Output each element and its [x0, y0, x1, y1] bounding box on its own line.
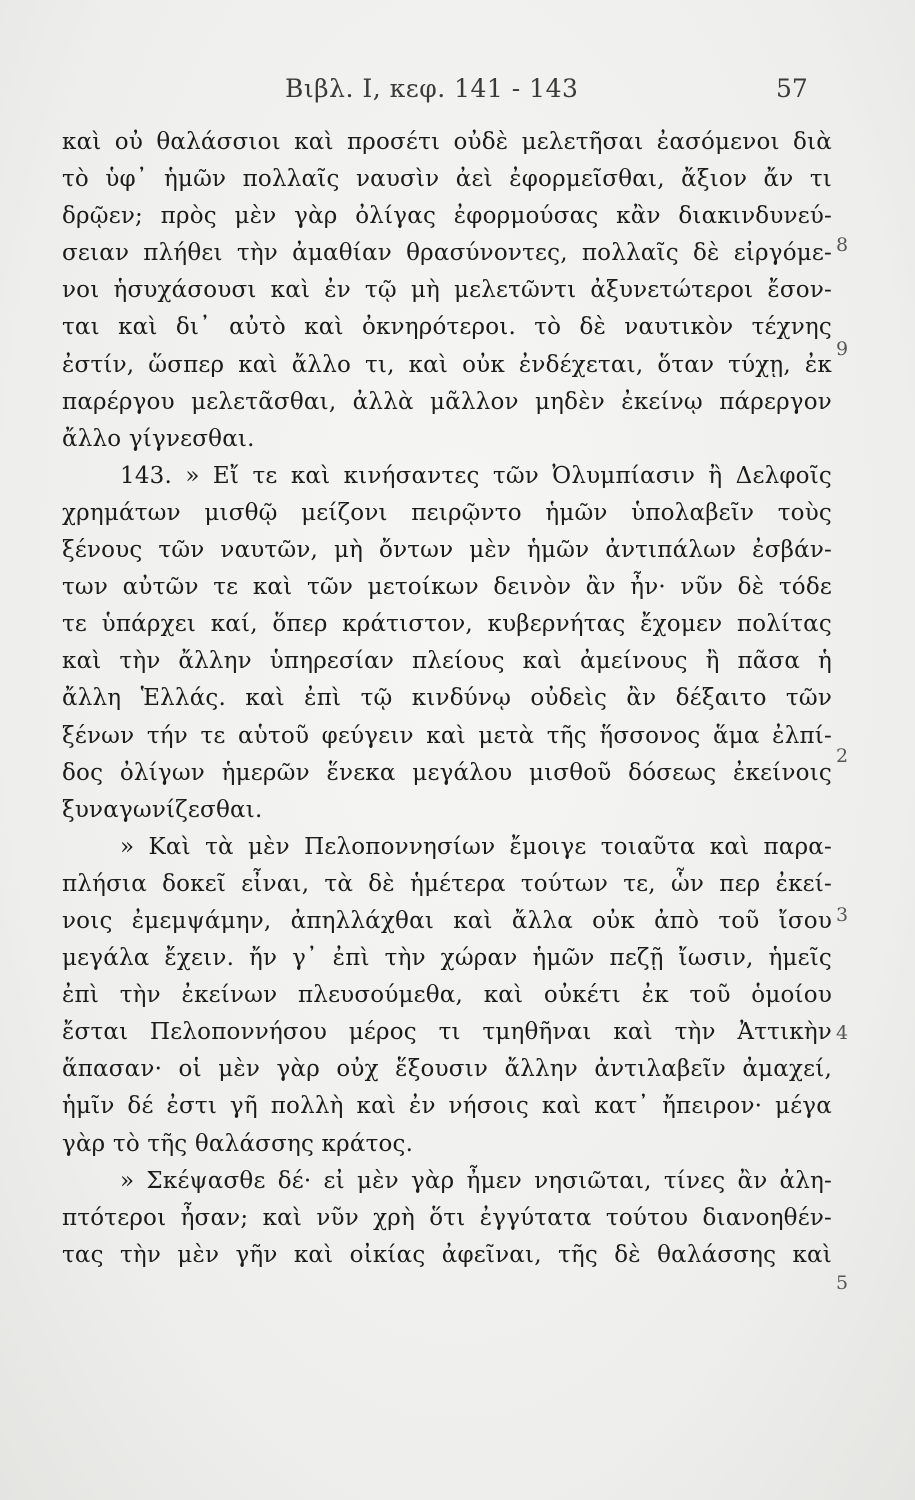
text-line: πλήσια δοκεῖ εἶναι, τὰ δὲ ἡμέτερα τούτων τε, ὧν περ ἐκεί- — [62, 870, 832, 897]
text-line: ἔσται Πελοποννήσου μέρος τι τμηθῆναι καὶ τὴν Ἀττικὴν — [62, 1019, 832, 1046]
text-line: γὰρ τὸ τῆς θαλάσσης κράτος. — [62, 1130, 414, 1157]
text-line: των αὐτῶν τε καὶ τῶν μετοίκων δεινὸν ἂν ἦν· νῦν δὲ τόδε — [62, 574, 832, 601]
text-line: σειαν πλήθει τὴν ἀμαθίαν θρασύνοντες, πολλαῖς δὲ εἰργόμε- — [62, 240, 832, 267]
text-line: ξυναγωνίζεσθαι. — [62, 796, 263, 823]
text-line: ἅπασαν· οἱ μὲν γὰρ οὐχ ἕξουσιν ἄλλην ἀντιλαβεῖν ἀμαχεί, — [62, 1056, 832, 1083]
text-line: καὶ οὐ θαλάσσιοι καὶ προσέτι οὐδὲ μελετῆσαι ἐασόμενοι διὰ — [62, 129, 832, 155]
margin-section-number: 9 — [836, 338, 849, 360]
paragraph-start-line: » Καὶ τὰ μὲν Πελοποννησίων ἔμοιγε τοιαῦτα καὶ παρα- — [120, 833, 832, 860]
text-line: ἐστίν, ὥσπερ καὶ ἄλλο τι, καὶ οὐκ ἐνδέχεται, ὅταν τύχῃ, ἐκ — [62, 351, 832, 378]
text-line: παρέργου μελετᾶσθαι, ἀλλὰ μᾶλλον μηδὲν ἐκείνῳ πάρεργον — [62, 388, 832, 415]
text-line: ἐπὶ τὴν ἐκείνων πλευσούμεθα, καὶ οὐκέτι ἐκ τοῦ ὁμοίου — [62, 982, 832, 1009]
margin-section-number: 8 — [836, 234, 849, 256]
page-number: 57 — [776, 74, 808, 103]
margin-section-number: 5 — [836, 1272, 849, 1294]
text-line: νοις ἐμεμψάμην, ἀπηλλάχθαι καὶ ἄλλα οὐκ ἀπὸ τοῦ ἴσου — [62, 907, 832, 934]
text-line: δος ὀλίγων ἡμερῶν ἕνεκα μεγάλου μισθοῦ δόσεως ἐκείνοις — [62, 759, 832, 786]
text-line: δρῷεν; πρὸς μὲν γὰρ ὀλίγας ἐφορμούσας κἂν διακινδυνεύ- — [62, 203, 832, 230]
text-line: τε ὑπάρχει καί, ὅπερ κράτιστον, κυβερνήτας ἔχομεν πολίτας — [62, 611, 832, 638]
text-line: ἄλλη Ἑλλάς. καὶ ἐπὶ τῷ κινδύνῳ οὐδεὶς ἂν δέξαιτο τῶν — [62, 685, 832, 712]
text-line: νοι ἡσυχάσουσι καὶ ἐν τῷ μὴ μελετῶντι ἀξυνετώτεροι ἔσον- — [62, 277, 832, 304]
text-line: τὸ ὑφ᾽ ἡμῶν πολλαῖς ναυσὶν ἀεὶ ἐφορμεῖσθαι, ἄξιον ἄν τι — [62, 166, 832, 193]
text-line: μεγάλα ἔχειν. ἤν γ᾽ ἐπὶ τὴν χώραν ἡμῶν πεζῇ ἴωσιν, ἡμεῖς — [62, 945, 832, 972]
text-line: ται καὶ δι᾽ αὐτὸ καὶ ὀκνηρότεροι. τὸ δὲ ναυτικὸν τέχνης — [62, 314, 832, 341]
margin-section-number: 2 — [836, 745, 849, 767]
chapter-143-start-line: 143. » Εἴ τε καὶ κινήσαντες τῶν Ὀλυμπίασιν ἢ Δελφοῖς — [120, 462, 832, 489]
page-header-title: Βιβλ. I, κεφ. 141 - 143 — [285, 74, 579, 103]
paragraph-start-line: » Σκέψασθε δέ· εἰ μὲν γὰρ ἦμεν νησιῶται, τίνες ἂν ἀλη- — [120, 1167, 832, 1194]
text-line: τας τὴν μὲν γῆν καὶ οἰκίας ἀφεῖναι, τῆς δὲ θαλάσσης καὶ — [62, 1241, 832, 1268]
text-line: χρημάτων μισθῷ μείζονι πειρῷντο ἡμῶν ὑπολαβεῖν τοὺς — [62, 499, 832, 526]
text-line: ξένων τήν τε αὑτοῦ φεύγειν καὶ μετὰ τῆς ἥσσονος ἅμα ἐλπί- — [62, 722, 832, 749]
margin-section-number: 3 — [836, 904, 849, 926]
text-line: ἄλλο γίγνεσθαι. — [62, 425, 255, 452]
text-line: ἡμῖν δέ ἐστι γῆ πολλὴ καὶ ἐν νήσοις καὶ κατ᾽ ἤπειρον· μέγα — [62, 1093, 832, 1120]
text-line: ξένους τῶν ναυτῶν, μὴ ὄντων μὲν ἡμῶν ἀντιπάλων ἐσβάν- — [62, 537, 832, 564]
margin-section-number: 4 — [836, 1022, 849, 1044]
text-line: καὶ τὴν ἄλλην ὑπηρεσίαν πλείους καὶ ἀμείνους ἢ πᾶσα ἡ — [62, 648, 832, 675]
text-line: πτότεροι ἦσαν; καὶ νῦν χρὴ ὅτι ἐγγύτατα τούτου διανοηθέν- — [62, 1204, 832, 1231]
running-head — [0, 74, 915, 114]
body-text — [62, 124, 832, 1274]
